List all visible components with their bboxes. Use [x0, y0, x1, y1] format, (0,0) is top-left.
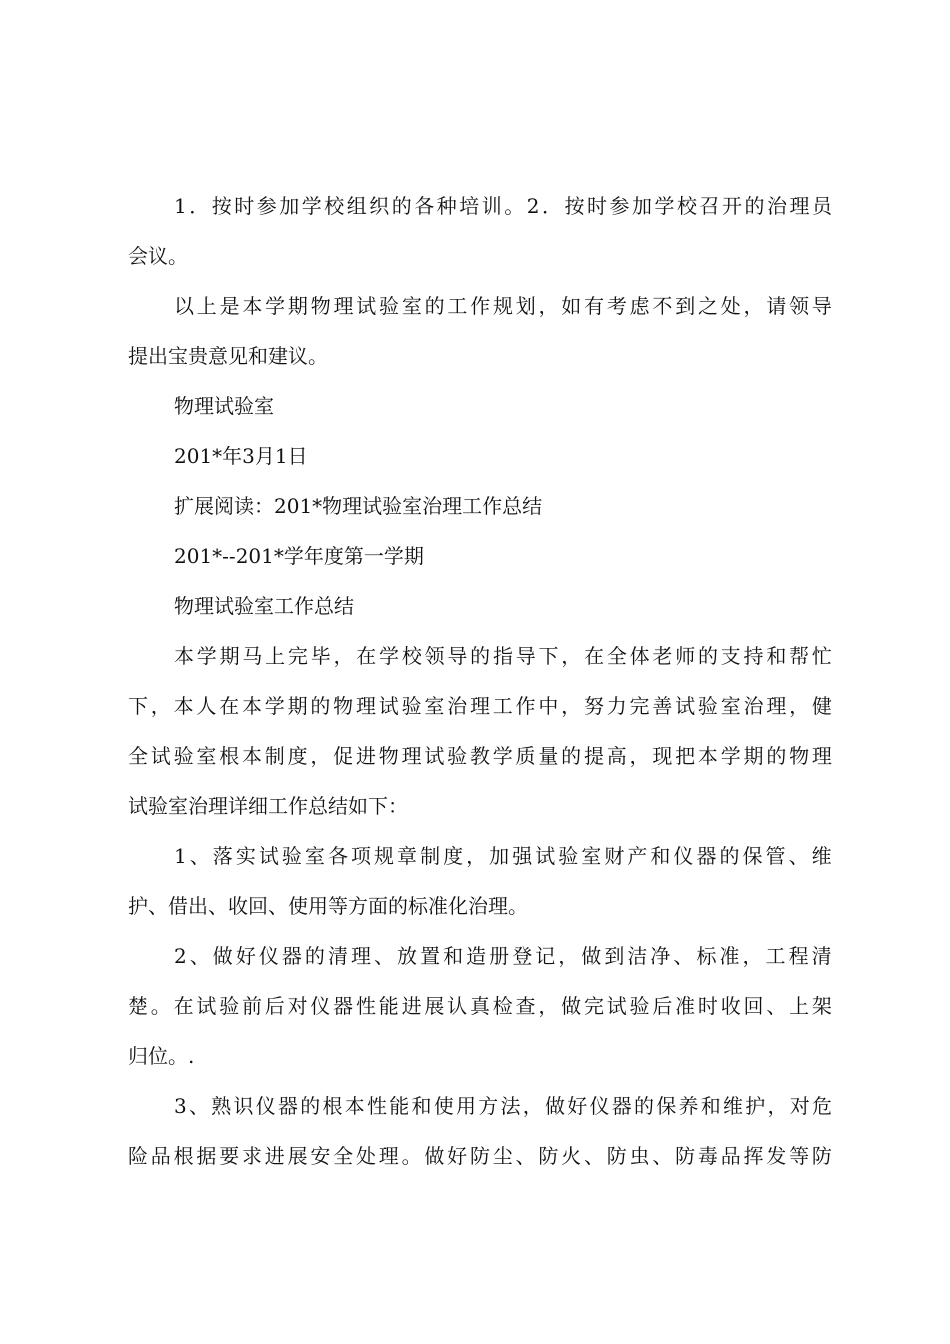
- text-line: 会议。: [128, 244, 188, 268]
- text-line: 全 试 验 室 根 本 制 度 ， 促 进 物 理 试 验 教 学 质 量 的 提 高 ， 现 把 本 学 期 的 物 理: [128, 744, 832, 768]
- text-line: 下 ， 本 人 在 本 学 期 的 物 理 试 验 室 治 理 工 作 中 ， 努 力 完 善 试 验 室 治 理 ， 健: [128, 694, 832, 718]
- text-line: 以 上 是 本 学 期 物 理 试 验 室 的 工 作 规 划 ， 如 有 考 虑 不 到 之 处 ， 请 领 导: [174, 294, 832, 318]
- signature-org: 物理试验室: [174, 394, 274, 418]
- text-line: 3 、 熟 识 仪 器 的 根 本 性 能 和 使 用 方 法 ， 做 好 仪 器 的 保 养 和 维 护 ， 对 危: [174, 1094, 832, 1118]
- summary-heading: 物理试验室工作总结: [174, 594, 354, 618]
- extended-reading-title: 扩展阅读：201*物理试验室治理工作总结: [174, 494, 543, 518]
- text-line: 楚 。 在 试 验 前 后 对 仪 器 性 能 进 展 认 真 检 查 ， 做 完 试 验 后 准 时 收 回 、 上 架: [128, 994, 832, 1018]
- text-line: 提出宝贵意见和建议。: [128, 344, 328, 368]
- text-line: 1 ． 按 时 参 加 学 校 组 织 的 各 种 培 训 。 2 ． 按 时 参 加 学 校 召 开 的 治 理 员: [174, 194, 832, 218]
- text-line: 本 学 期 马 上 完 毕 ， 在 学 校 领 导 的 指 导 下 ， 在 全 体 老 师 的 支 持 和 帮 忙: [174, 644, 832, 668]
- text-line: 2 、 做 好 仪 器 的 清 理 、 放 置 和 造 册 登 记 ， 做 到 洁 净 、 标 准 ， 工 程 清: [174, 944, 832, 968]
- term-heading: 201*--201*学年度第一学期: [174, 544, 424, 568]
- text-line: 险 品 根 据 要 求 进 展 安 全 处 理 。 做 好 防 尘 、 防 火 、 防 虫 、 防 毒 品 挥 发 等 防: [128, 1144, 832, 1168]
- text-line: 1 、 落 实 试 验 室 各 项 规 章 制 度 ， 加 强 试 验 室 财 产 和 仪 器 的 保 管 、 维: [174, 844, 832, 868]
- text-line: 试验室治理详细工作总结如下：: [128, 794, 408, 818]
- signature-date: 201*年3月1日: [174, 444, 308, 468]
- text-line: 护、借出、收回、使用等方面的标准化治理。: [128, 894, 528, 918]
- text-line: 归位。.: [128, 1044, 195, 1068]
